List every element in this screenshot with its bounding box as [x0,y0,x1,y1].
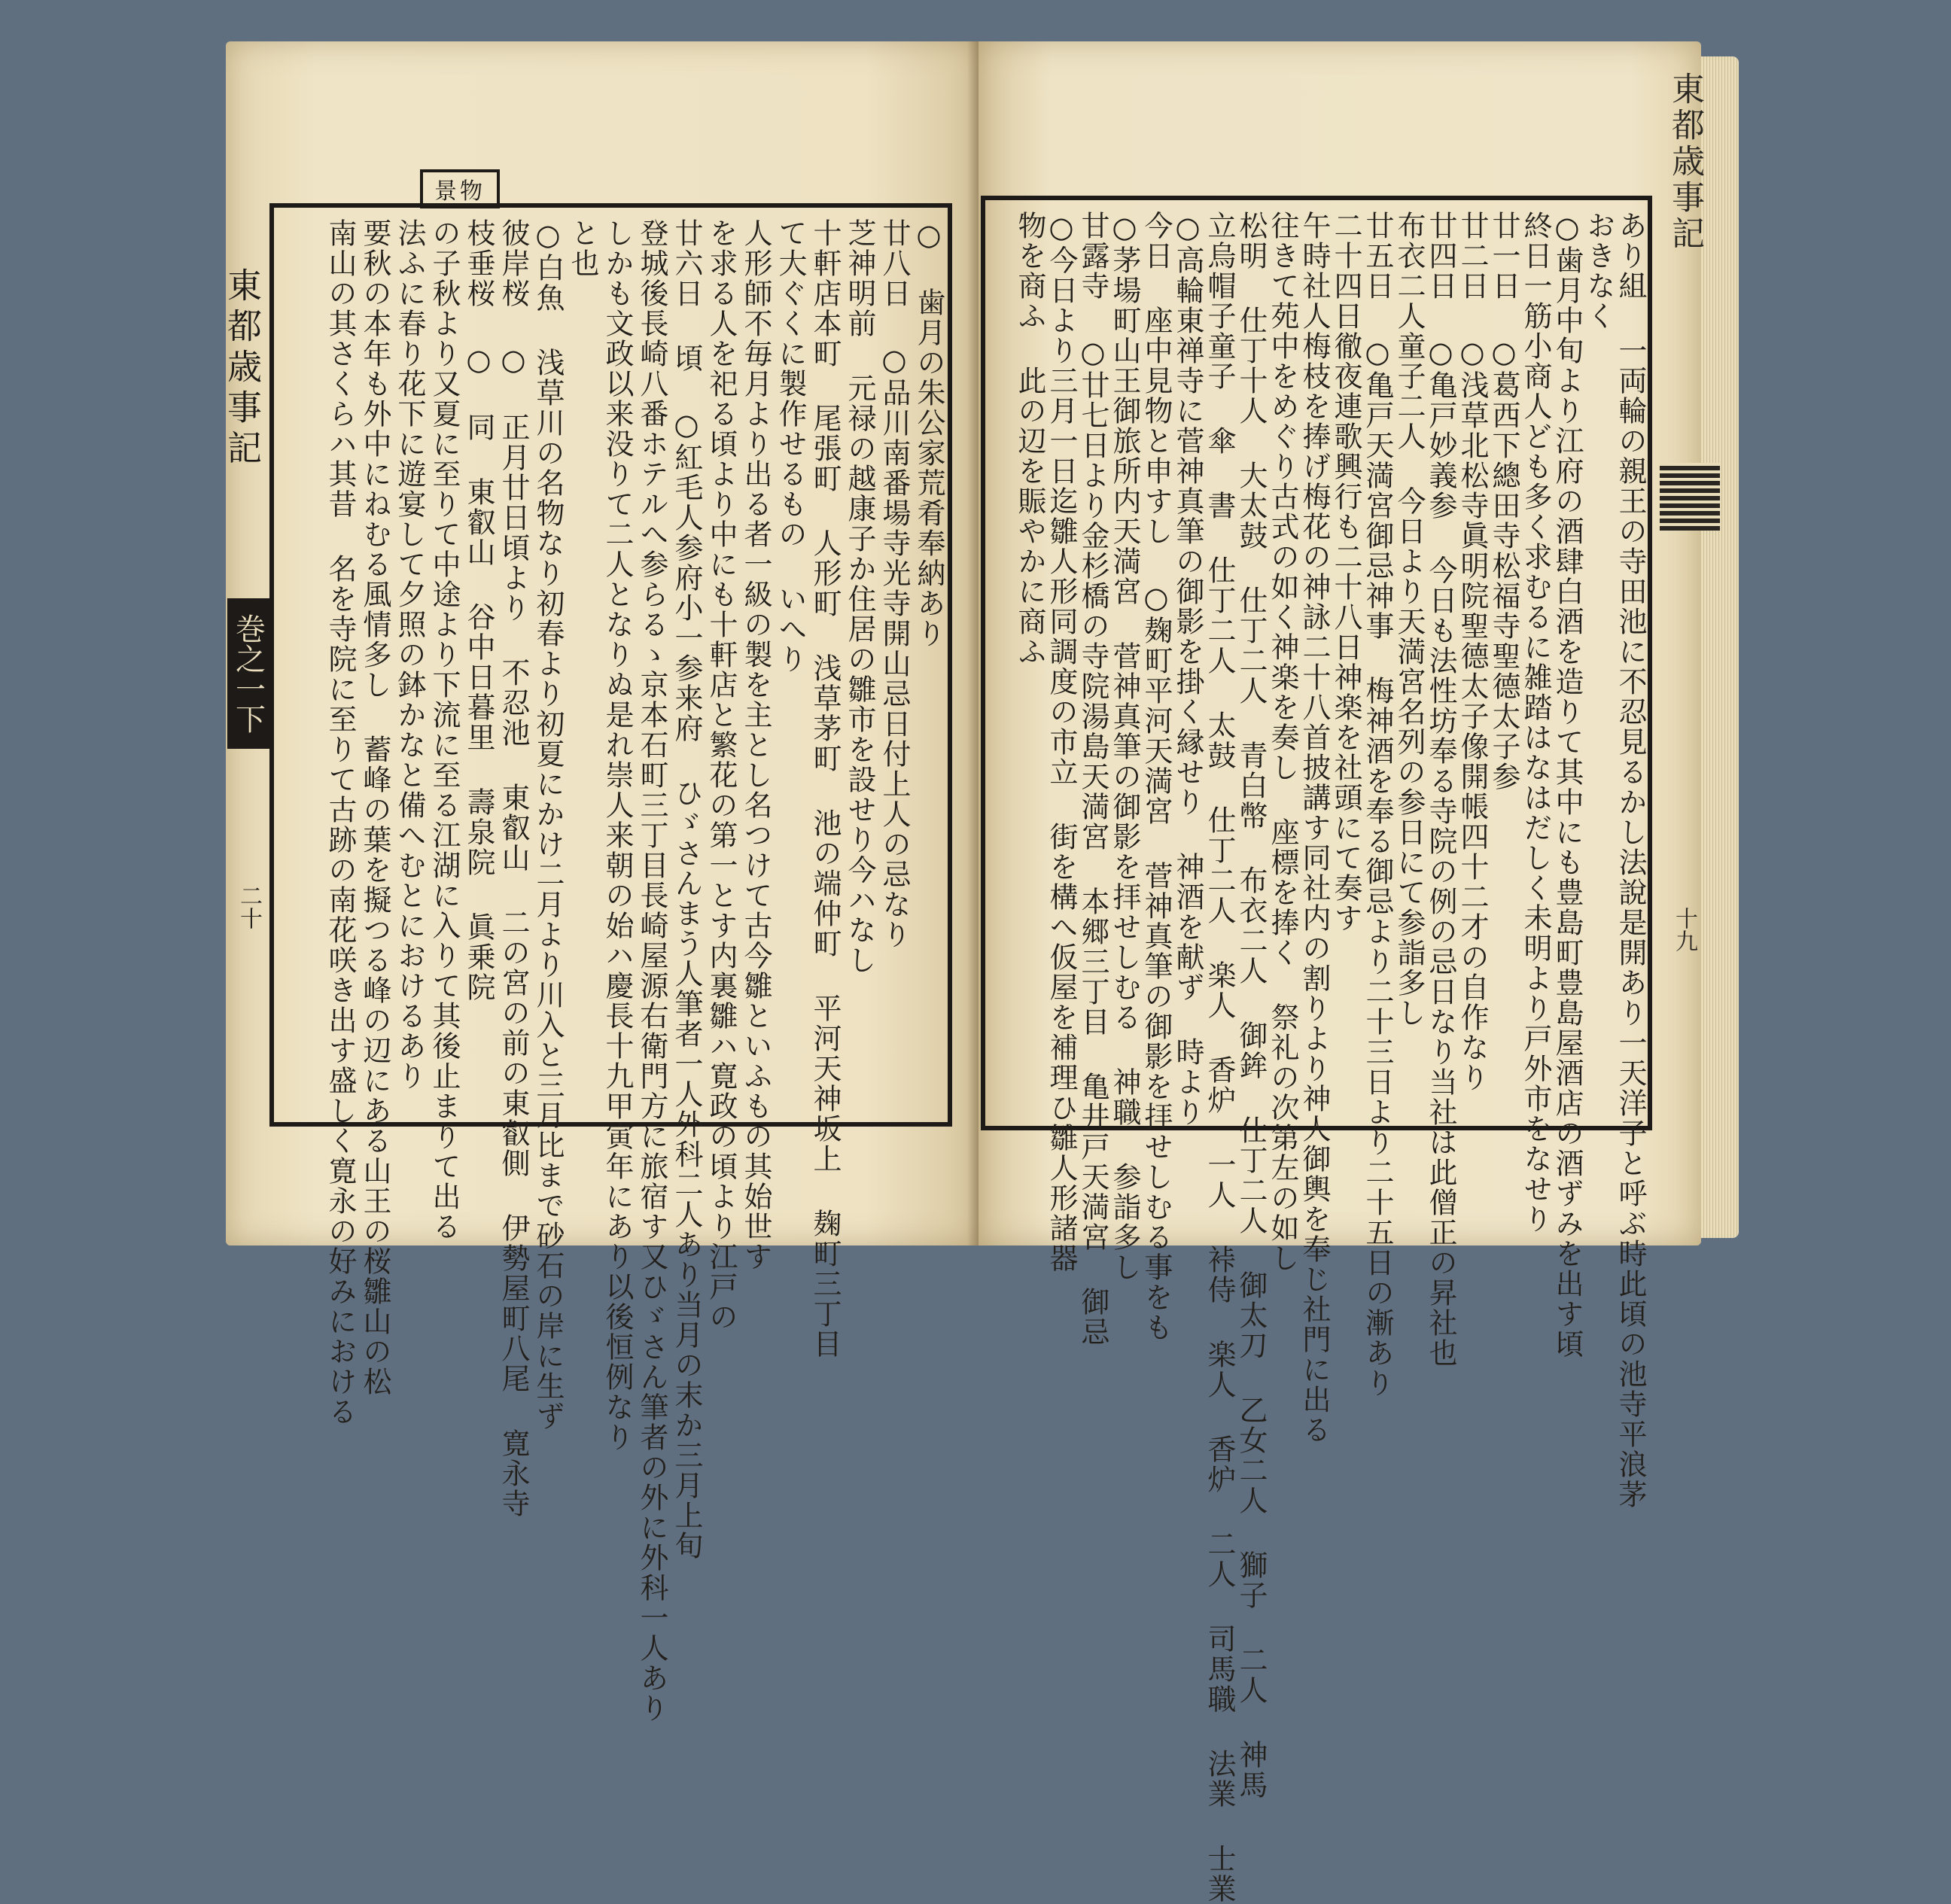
text-column: あり組 一両輪の親王の寺田池に不忍見るかし法說是開あり一天洋子と呼ぶ時此頃の池寺平浪茅 [1614,211,1647,1510]
open-book [222,41,1739,1904]
text-column: 芝神明前 元禄の越康子か住居の雛市を設せり今ハなし [843,218,876,975]
text-column: 南山の其さくらハ其昔 名を寺院に至りて古跡の南花咲き出す盛しく寛永の好みにおける [324,218,357,1427]
text-column: 布衣二人童子二人 今日より天満宮名列の参日にて参詣多し [1392,211,1426,1028]
text-column: 法ふに春り花下に遊宴して夕照の鉢かなと備へむとにおけるあり [393,218,426,1091]
text-column: 登城後長崎八番ホテルへ参らるゝ京本石町三丁目長崎屋源右衛門方に旅宿す又ひゞさん筆者の外に外科一人あり [635,218,668,1723]
spine-title: 東都歳事記 [1666,71,1704,252]
text-column: と也 [566,218,599,278]
text-column: 人形師不毎月より出る者一級の製を主とし名つけて古今雛といふもの其始世す [739,218,772,1272]
text-column: 十軒店本町 尾張町 人形町 浅草茅町 池の端仲町 平河天神坂上 麹町三丁目 [808,218,842,1359]
text-column: 廿四日 ○亀戸妙義参 今日も法性坊奉る寺院の例の忌日なり当社は此僧正の昇社也 [1424,211,1457,1368]
text-column: 枝垂桜 ○ 同 東叡山 谷中日暮里 壽泉院 眞乗院 [462,218,495,1002]
text-column: 今日 座中見物と申すし ○麹町平河天満宮 菅神真筆の御影を拝せしむる事をも [1140,211,1173,1343]
text-column: て大ぐくに製作せるもの いへり [774,218,807,674]
text-column: ○茅場町山王御旅所内天満宮 菅神真筆の御影を拝せしむる 神職 参詣多し [1108,211,1141,1282]
text-column: 終日一筋小商人ども多く求むるに雑踏はなはだしく未明より戸外市をなせり [1519,211,1552,1234]
margin-volume: 巻之一下 [227,598,269,749]
text-column: 廿六日 頃 ○紅毛人参府小一参来府 ひゞさんまう人筆者一人外科二人あり当月の末か三月上旬 [670,218,703,1561]
right-text-frame [981,196,1652,1904]
text-column: しかも文政以来没りて二人となりぬ是れ崇人来朝の始ハ慶長十九甲寅年にあり以後恒例なり [601,218,634,1452]
text-column: 物を商ふ 此の辺を賑やかに商ふ [1013,211,1046,667]
text-column: ○ 歯月の朱公家荒肴奉納あり [912,218,945,649]
margin-title: 東都歳事記 [222,267,263,470]
text-column: 廿五日 ○亀戸天満宮御忌神事 梅神酒を奉る御忌より二十三日より二十五日の漸あり [1361,211,1394,1398]
margin-page-number: 二十 [236,884,262,929]
text-column: を求る人を祀る頃より中にも十軒店と繁花の第一とす内裏雛ハ寛政の頃より江戸の [705,218,738,1332]
text-column: ○歯月中旬より江府の酒肆白酒を造りて其中にも豊島町豊島屋酒店の酒ずみを出す頃 [1551,211,1584,1359]
spine-page-number: 十九 [1671,907,1697,952]
left-text-frame [269,203,952,1723]
text-column: 廿八日 ○品川南番場寺光寺開山忌日付上人の忌なり [878,218,911,950]
text-column: の子秋より又夏に至りて中途より下流に至る江湖に入りて其後止まりて出る [428,218,461,1242]
text-column: 二十四日徹夜連歌興行も二十八日神楽を社頭にて奏す [1329,211,1362,933]
text-column: 廿一日 ○葛西下總田寺松福寺聖德太子参 [1487,211,1520,792]
text-column: ○今日より三月一日迄雛人形同調度の市立 街を構へ仮屋を補理ひ雛人形諸器 [1045,211,1078,1273]
text-column: 立烏帽子童子 傘 書 仕丁二人 太鼓 仕丁二人 楽人 香炉 一人 裃侍 楽人 香炉 二人 司馬職 法業 士業 [1203,211,1236,1904]
text-column: おきなく [1582,211,1615,331]
text-column: ○高輪東禅寺に菅神真筆の御影を掛く縁せり 神酒を献ず 時より [1171,211,1204,1127]
text-column: 廿二日 ○浅草北松寺眞明院聖德太子像開帳四十二才の自作なり [1456,211,1489,1093]
text-column: 彼岸桜 ○ 正月廿日頃より 不忍池 東叡山 二の宮の前の東叡側 伊勢屋町八尾 寛永寺 [497,218,530,1519]
text-column: 松明 仕丁十人 大太鼓 仕丁二人 青白幣 布衣二人 御鉾 仕丁二人 御太刀 乙女二人 獅子 二人 神馬 [1234,211,1268,1800]
left-page [222,41,979,1723]
spine-band [1660,463,1720,531]
right-page [979,41,1701,1904]
text-column: 往きて苑中をめぐり古式の如く神楽を奏し 座標を捧く 祭礼の次第左の如し [1266,211,1299,1273]
text-column: ○白魚 浅草川の名物なり初春より初夏にかけ二月より川入と三月比まで砂石の岸に生ず [531,218,565,1431]
text-column: 午時社人梅枝を捧げ梅花の神詠二十八首披講す同社内の割りより神人御輿を奉じ社門に出る [1298,211,1331,1445]
section-badge: 景物 [420,169,500,208]
text-column: 甘露寺 ○廿七日より金杉橋の寺院湯島天満宮 本郷三丁目 亀井戸天満宮 御忌 [1076,211,1109,1347]
text-column: 要秋の本年も外中にねむる風情多し 蓄峰の葉を擬つる峰の辺にある山王の桜雛山の松 [358,218,391,1397]
